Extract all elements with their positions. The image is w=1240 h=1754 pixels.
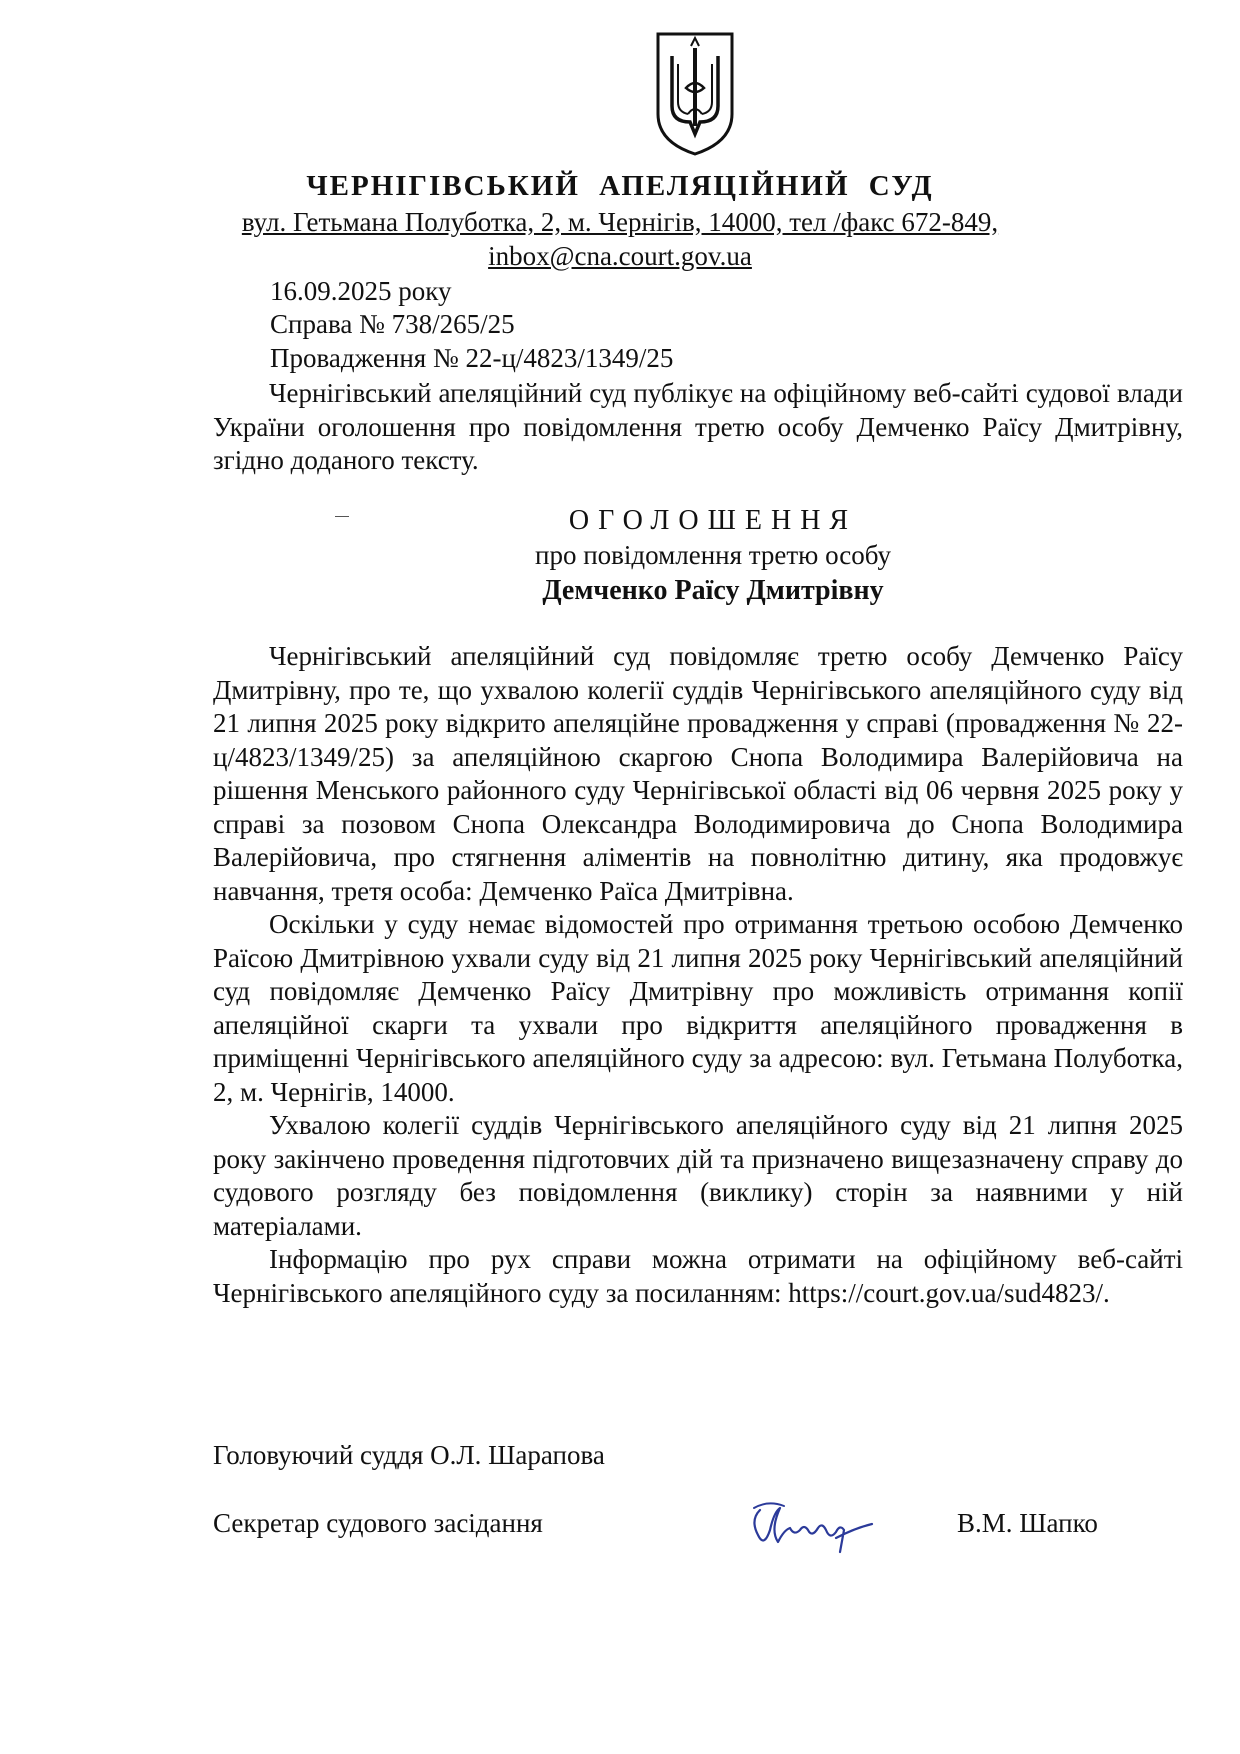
presiding-judge-line: Головуючий суддя О.Л. Шарапова — [213, 1440, 605, 1470]
secretary-name: В.М. Шапко — [957, 1508, 1098, 1538]
announcement-title: ОГОЛОШЕННЯ — [568, 505, 858, 536]
body-paragraph: Інформацію про рух справи можна отримати на офіційному веб-сайті Чернігівського апеляційного суду за посиланням: https://court.gov.ua/sud4823/. — [213, 1244, 1183, 1308]
court-name-heading: ЧЕРНІГІВСЬКИЙ АПЕЛЯЦІЙНИЙ СУД — [306, 170, 934, 202]
document-date: 16.09.2025 року — [270, 276, 452, 306]
body-paragraph: Чернігівський апеляційний суд повідомляє третю особу Демченко Раїсу Дмитрівну, про те, що ухвалою колегії суддів Чернігівського апеляційного суду від 21 липня 2025 року відкрито апеляційне провадження у справі (провадження № 22-ц/4823/1349/25) за апеляційною скаргою Снопа Володимира Валерійовича на рішення Менського районного суду Чернігівської області від 06 червня 2025 року у справі за позовом Снопа Олександра Володимировича до Снопа Володимира Валерійовича, про стягнення аліментів на повнолітню дитину, яка продовжує навчання, третя особа: Демченко Раїса Дмитрівна. — [213, 641, 1183, 906]
proceeding-number: Провадження № 22-ц/4823/1349/25 — [270, 343, 674, 373]
announcement-body — [213, 640, 1183, 1310]
secretary-title: Секретар судового засідання — [213, 1508, 543, 1538]
intro-text: Чернігівський апеляційний суд публікує на офіційному веб-сайті судової влади України оголошення про повідомлення третю особу Демченко Раїсу Дмитрівну, згідно доданого тексту. — [213, 378, 1183, 475]
announcement-person: Демченко Раїсу Дмитрівну — [542, 575, 884, 606]
case-number: Справа № 738/265/25 — [270, 309, 515, 339]
intro-paragraph — [213, 377, 1183, 478]
body-paragraph: Оскільки у суду немає відомостей про отримання третьою особою Демченко Раїсою Дмитрівною ухвали суду від 21 липня 2025 року Чернігівський апеляційний суд повідомляє Демченко Раїсу Дмитрівну про можливість отримання копії апеляційної скарги та ухвали про відкриття апеляційного провадження в приміщенні Чернігівського апеляційного суду за адресою: вул. Гетьмана Полуботка, 2, м. Чернігів, 14000. — [213, 909, 1183, 1107]
court-address: вул. Гетьмана Полуботка, 2, м. Чернігів, 14000, тел /факс 672-849, — [241, 207, 999, 237]
body-paragraph: Ухвалою колегії суддів Чернігівського апеляційного суду від 21 липня 2025 року закінчено проведення підготовчих дій та призначено вищезазначену справу до судового розгляду без повідомлення (виклику) сторін за наявними у ній матеріалами. — [213, 1110, 1183, 1241]
announcement-subtitle: про повідомлення третю особу — [535, 540, 891, 570]
court-email-link[interactable]: inbox@cna.court.gov.ua — [488, 241, 752, 271]
handwritten-signature — [740, 1490, 880, 1560]
coat-of-arms-emblem — [650, 30, 740, 158]
